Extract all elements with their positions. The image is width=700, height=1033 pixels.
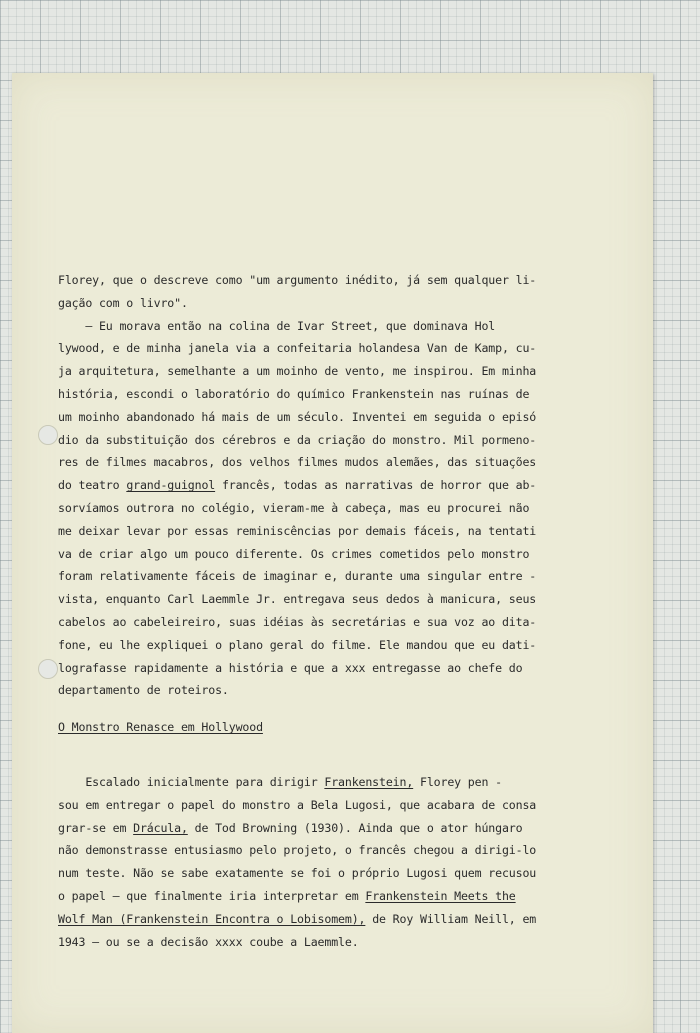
paragraph-3 xyxy=(58,771,610,953)
text-segment: o papel — que finalmente iria interpretar em xyxy=(58,888,366,903)
text-segment: grar-se em xyxy=(58,820,134,835)
text-line: fone, eu lhe expliquei o plano geral do filme. Ele mandou que eu dati- xyxy=(58,637,537,652)
film-title: Wolf Man (Frankenstein Encontra o Lobisomem), xyxy=(58,911,366,926)
text-segment: francês, todas as narrativas de horror que ab- xyxy=(215,478,537,493)
text-line: va de criar algo um pouco diferente. Os crimes cometidos pelo monstro xyxy=(58,546,530,561)
text-line: ja arquitetura, semelhante a um moinho de vento, me inspirou. Em minha xyxy=(58,364,537,379)
text-line: sou em entregar o papel do monstro a Bela Lugosi, que acabara de consa xyxy=(58,797,537,812)
binder-hole xyxy=(38,659,58,679)
underlined-term: grand-guignol xyxy=(126,478,216,493)
text-line: num teste. Não se sabe exatamente se foi o próprio Lugosi quem recusou xyxy=(58,866,537,881)
paragraph-1 xyxy=(58,269,610,315)
text-line: um moinho abandonado há mais de um século. Inventei em seguida o episó xyxy=(58,409,537,424)
text-line xyxy=(58,817,610,840)
text-line: dio da substituição dos cérebros e da criação do monstro. Mil pormeno- xyxy=(58,432,537,447)
text-line: vista, enquanto Carl Laemmle Jr. entregava seus dedos à manicura, seus xyxy=(58,592,537,607)
section-heading xyxy=(58,716,610,739)
text-line xyxy=(58,771,610,794)
section-heading-text: O Monstro Renasce em Hollywood xyxy=(58,720,263,735)
text-line: história, escondi o laboratório do químico Frankenstein nas ruínas de xyxy=(58,386,530,401)
text-line: lywood, e de minha janela via a confeitaria holandesa Van de Kamp, cu- xyxy=(58,341,537,356)
text-line: cabelos ao cabeleireiro, suas idéias às secretárias e sua voz ao dita- xyxy=(58,614,537,629)
text-segment: do teatro xyxy=(58,478,127,493)
film-title: Drácula, xyxy=(133,820,188,835)
text-line: foram relativamente fáceis de imaginar e, durante uma singular entre - xyxy=(58,569,537,584)
binder-hole xyxy=(38,425,58,445)
text-line xyxy=(58,908,610,931)
text-line: — Eu morava então na colina de Ivar Street, que dominava Hol xyxy=(58,318,496,333)
typewritten-page xyxy=(12,73,653,1033)
text-line: sorvíamos outrora no colégio, vieram-me à cabeça, mas eu procurei não xyxy=(58,500,530,515)
text-line: Florey, que o descreve como "um argumento inédito, já sem qualquer li- xyxy=(58,273,537,287)
text-segment: Florey pen - xyxy=(413,774,502,789)
text-line xyxy=(58,885,610,908)
film-title: Frankenstein Meets the xyxy=(365,888,516,903)
text-line: não demonstrasse entusiasmo pelo projeto, o francês chegou a dirigi-lo xyxy=(58,843,537,858)
text-line: gação com o livro". xyxy=(58,295,188,310)
text-line xyxy=(58,474,610,497)
text-line: me deixar levar por essas reminiscências por demais fáceis, na tentati xyxy=(58,523,537,538)
text-line: 1943 — ou se a decisão xxxx coube a Laemmle. xyxy=(58,934,359,949)
text-segment: Escalado inicialmente para dirigir xyxy=(58,774,325,789)
film-title: Frankenstein, xyxy=(324,774,414,789)
text-segment: de Roy William Neill, em xyxy=(365,911,537,926)
paragraph-2 xyxy=(58,315,610,703)
text-line: res de filmes macabros, dos velhos filmes mudos alemães, das situações xyxy=(58,455,537,470)
text-line: departamento de roteiros. xyxy=(58,683,229,698)
page-text xyxy=(58,269,610,953)
text-segment: de Tod Browning (1930). Ainda que o ator húngaro xyxy=(187,820,523,835)
text-line: lografasse rapidamente a história e que a xxx entregasse ao chefe do xyxy=(58,660,523,675)
